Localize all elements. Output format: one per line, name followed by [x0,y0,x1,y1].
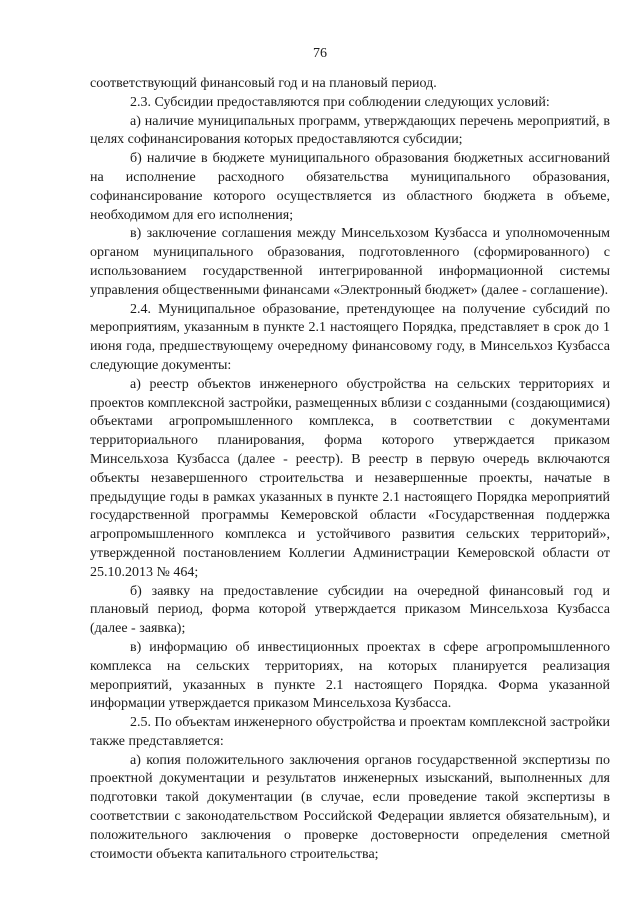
paragraph: 2.4. Муниципальное образование, претендующее на получение субсидий по мероприятиям, указанным в пункте 2.1 настоящего Порядка, представляет в срок до 1 июня года, предшествующему очередному финансовому году, в Минсельхоз Кузбасса следующие документы: [90,301,610,373]
paragraph: соответствующий финансовый год и на плановый период. [90,76,437,91]
paragraph: а) наличие муниципальных программ, утверждающих перечень мероприятий, в целях софинансирования которых предоставляются субсидии; [90,113,610,148]
paragraph: 2.3. Субсидии предоставляются при соблюдении следующих условий: [130,94,550,110]
paragraph: в) информацию об инвестиционных проектах в сфере агропромышленного комплекса на сельских территориях, на которых планируется реализация мероприятий, указанных в пункте 2.1 настоящего Порядка. Форма указанной информации утверждается приказом Минсельхоза Кузбасса. [90,639,610,712]
paragraph: в) заключение соглашения между Минсельхозом Кузбасса и уполномоченным органом муниципального образования, подготовленного (сформированного) с использованием государственной интегрированной информационной системы управления общественными финансами «Электронный бюджет» (далее - соглашение). [90,226,610,298]
document-body [90,75,610,864]
paragraph: а) копия положительного заключения органов государственной экспертизы по проектной документации и результатов инженерных изысканий, выполненных для подготовки такой документации (в случае, если проведение такой экспертизы в соответствии с законодательством Российской Федерации является обязательным), и положительного заключения о проверке достоверности определения сметной стоимости объекта капитального строительства; [90,752,610,862]
paragraph: 2.5. По объектам инженерного обустройства и проектам комплексной застройки также представляется: [90,715,610,749]
page-number: 76 [313,46,327,61]
paragraph: б) заявку на предоставление субсидии на очередной финансовый год и плановый период, форма которой утверждается приказом Минсельхоза Кузбасса (далее - заявка); [90,583,610,637]
paragraph: б) наличие в бюджете муниципального образования бюджетных ассигнований на исполнение расходного обязательства муниципального образования, софинансирование которого осуществляется из областного бюджета в объеме, необходимом для его исполнения; [90,151,610,223]
paragraph: а) реестр объектов инженерного обустройства на сельских территориях и проектов комплексной застройки, размещенных вблизи с созданными (создающимися) объектами агропромышленного комплекса, в соответствии с документами территориального планирования, форма которого утверждается приказом Минсельхоза Кузбасса (далее - реестр). В реестр в первую очередь включаются объекты незавершенного строительства и незавершенные проекты, начатые в предыдущие годы в рамках указанных в пункте 2.1 настоящего Порядка мероприятий государственной программы Кемеровской области «Государственная поддержка агропромышленного комплекса и устойчивого развития сельских территорий», утвержденной постановлением Коллегии Администрации Кемеровской области от 25.10.2013 № 464; [90,376,610,580]
